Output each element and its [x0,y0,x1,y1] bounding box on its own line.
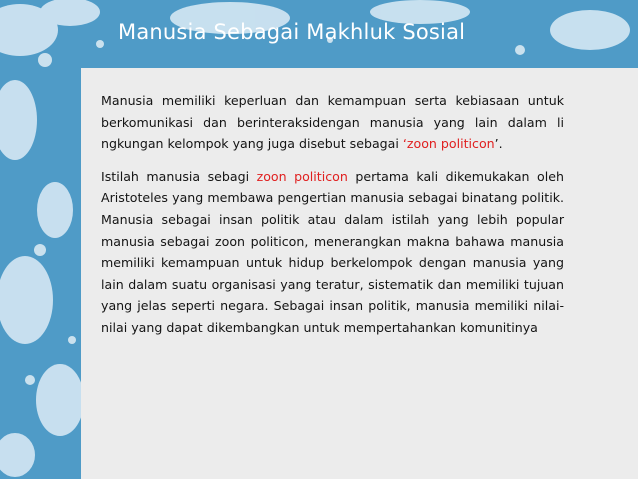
paragraph-aristoteles [101,166,564,339]
slide-body [101,90,564,350]
slide-title: Manusia Sebagai Makhluk Sosial [118,20,466,44]
paragraph-1-end: ’. [494,136,503,152]
paragraph-2-text: pertama kali dikemukakan oleh Aristoteles yang membawa pengertian manusia sebagai binatang politik. Manusia sebagai insan politik atau dalam istilah yang lebih popular manusia sebagai zoon politicon, menerangkan makna bahawa manusia memiliki kemampuan untuk hidup berkelompok dengan manusia yang lain dalam suatu organisasi yang teratur, sistematik dan memiliki tujuan yang jelas seperti negara. Sebagai insan politik, manusia memiliki nilai-nilai yang dapat dikembangkan untuk mempertahankan komunitinya [101,168,564,335]
zoon-politicon-highlight: ‘zoon politicon [402,136,495,152]
paragraph-1-text: Manusia memiliki keperluan dan kemampuan serta kebiasaan untuk berkomunikasi dan berinteraksidengan manusia yang lain dalam li ngkungan kelompok yang juga disebut sebagai [101,93,564,152]
zoon-politicon-highlight: zoon politicon [256,168,348,184]
paragraph-definition [101,90,564,155]
paragraph-2-start: Istilah manusia sebagi [101,168,257,184]
